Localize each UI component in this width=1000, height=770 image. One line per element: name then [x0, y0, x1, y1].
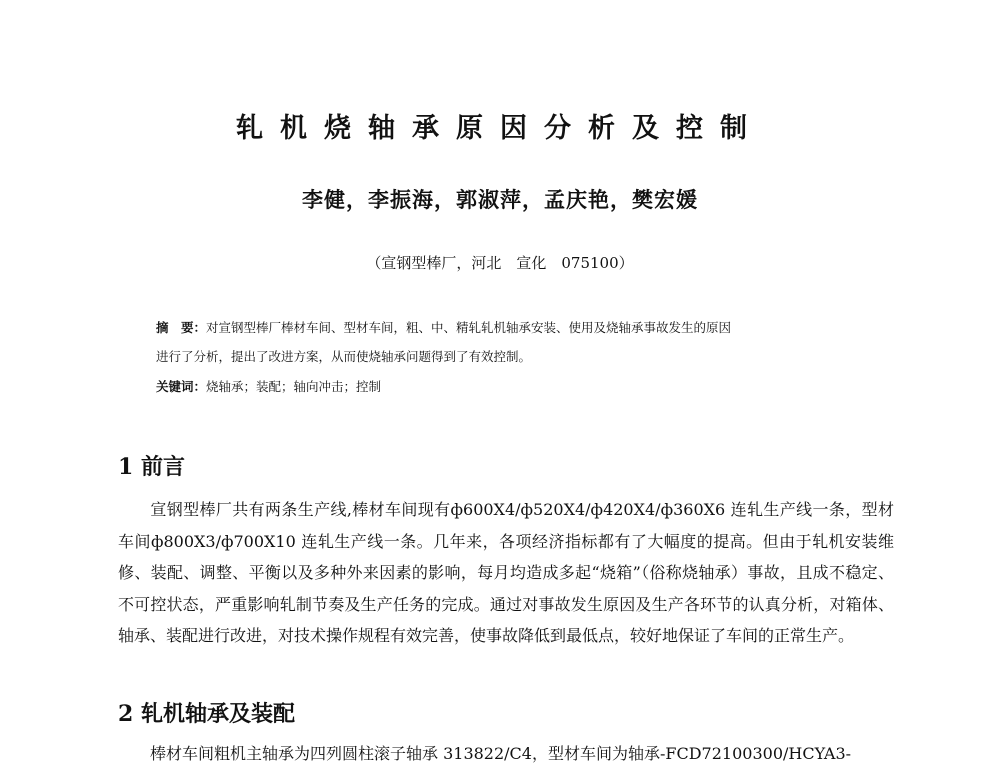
keywords-text: 烧轴承；装配；轴向冲击；控制	[206, 379, 382, 394]
section-1-text: 宣钢型棒厂共有两条生产线,棒材车间现有ф600X4/ф520X4/ф420X4/ф360X6 连轧生产线一条，型材车间ф800X3/ф700X10 连轧生产线一条。几年来，各项经济指标都有了大幅度的提高。但由于轧机安装维修、装配、调整、平衡以及多种外来因素的影响，每月均造成多起“烧箱”（俗称烧轴承）事故，且成不稳定、不可控状态，严重影响轧制节奏及生产任务的完成。通过对事故发生原因及生产各环节的认真分析，对箱体、轴承、装配进行改进，对技术操作规程有效完善，使事故降低到最低点，较好地保证了车间的正常生产。	[118, 500, 894, 645]
section-1-heading: 1 前言	[118, 454, 185, 480]
abstract-label: 摘 要：	[156, 320, 207, 335]
section-2-heading: 2 轧机轴承及装配	[118, 701, 295, 727]
section-2-body	[118, 738, 894, 770]
authors: 李健，李振海，郭淑萍，孟庆艳，樊宏媛	[302, 187, 698, 212]
keywords-label: 关键词：	[156, 379, 207, 394]
section-2-text: 棒材车间粗机主轴承为四列圆柱滚子轴承 313822/C4，型材车间为轴承-FCD72100300/HCYA3-	[150, 744, 852, 763]
abstract-line-2: 进行了分析，提出了改进方案，从而使烧轴承问题得到了有效控制。	[156, 349, 532, 364]
section-1-body	[118, 494, 894, 652]
paper-title: 轧机烧轴承原因分析及控制	[236, 113, 764, 144]
keywords-line	[156, 377, 381, 395]
abstract-line-1	[156, 318, 731, 336]
abstract-text-1: 对宣钢型棒厂棒材车间、型材车间，粗、中、精轧轧机轴承安装、使用及烧轴承事故发生的原因	[206, 320, 732, 335]
affiliation: （宣钢型棒厂，河北 宣化 075100）	[366, 254, 634, 272]
